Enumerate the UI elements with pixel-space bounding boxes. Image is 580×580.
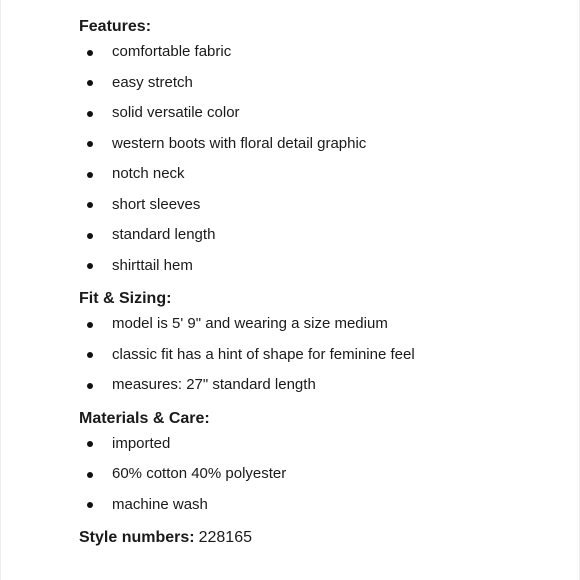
list-item-text: standard length [112,226,216,243]
list-item [79,459,559,490]
list-item [79,370,559,401]
bullet-icon [87,202,93,208]
list-item-text: imported [112,434,171,452]
list-item-text: solid versatile color [112,104,240,121]
bullet-icon [87,111,93,117]
materials-care-list [79,429,559,521]
bullet-icon [87,502,93,508]
product-details-content [79,17,559,548]
list-item-text: shirttail hem [112,256,193,274]
style-numbers-label: Style numbers: [79,529,195,546]
features-section [79,17,559,281]
bullet-icon [87,141,93,147]
list-item [79,429,559,460]
bullet-icon [87,472,93,478]
list-item [79,190,559,221]
fit-sizing-heading: Fit & Sizing: [79,290,172,307]
list-item [79,490,559,521]
features-heading: Features: [79,18,152,35]
list-item [79,251,559,282]
bullet-icon [87,263,93,269]
list-item-text: easy stretch [112,73,193,91]
features-list [79,37,559,281]
materials-care-heading: Materials & Care: [79,409,210,427]
list-item-text: notch neck [112,165,185,182]
materials-care-section [79,409,559,521]
list-item [79,309,559,340]
list-item-text: machine wash [112,495,208,513]
style-numbers-value: 228165 [198,529,252,546]
list-item-text: comfortable fabric [112,43,232,60]
bullet-icon [87,50,93,56]
list-item [79,220,559,251]
fit-sizing-section [79,289,559,401]
list-item-text: western boots with floral detail graphic [112,134,367,152]
list-item [79,159,559,190]
bullet-icon [87,352,93,358]
list-item [79,37,559,68]
list-item [79,129,559,160]
list-item [79,68,559,99]
bullet-icon [87,80,93,86]
list-item [79,340,559,371]
bullet-icon [87,233,93,239]
list-item-text: short sleeves [112,195,201,213]
list-item-text: measures: 27" standard length [112,376,316,393]
bullet-icon [87,322,93,328]
list-item-text: model is 5' 9" and wearing a size medium [112,315,388,332]
style-numbers [79,528,559,548]
list-item [79,98,559,129]
fit-sizing-list [79,309,559,401]
bullet-icon [87,441,93,447]
bullet-icon [87,172,93,178]
list-item-text: classic fit has a hint of shape for feminine feel [112,345,415,363]
bullet-icon [87,383,93,389]
list-item-text: 60% cotton 40% polyester [112,465,287,482]
